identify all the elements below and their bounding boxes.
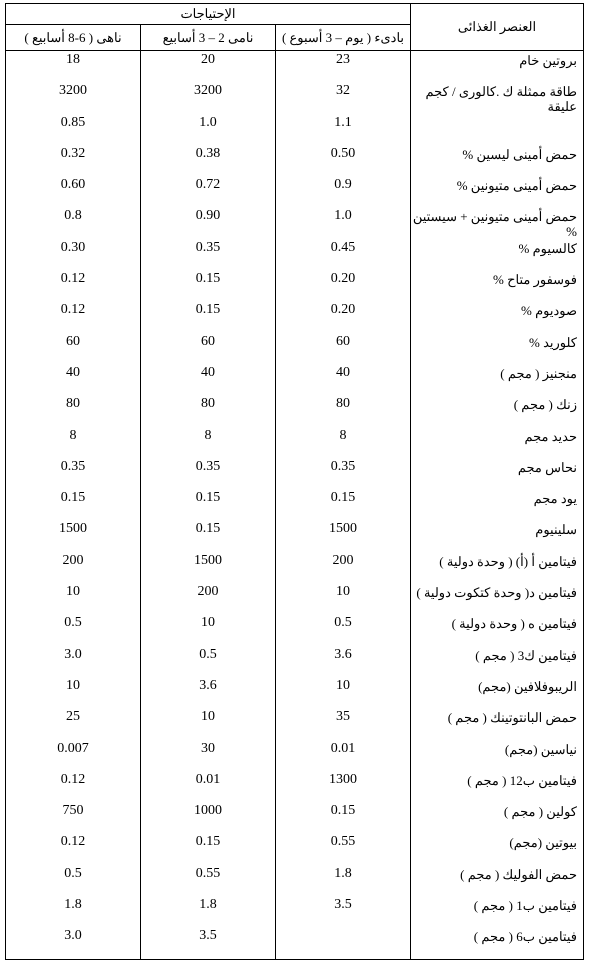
finisher-value: 0.007 [57,740,89,756]
finisher-value: 0.15 [60,490,86,506]
starter-value [276,927,410,958]
finisher-value: 25 [66,709,80,725]
nutrient-name: حديد مجم [524,428,577,444]
grower-value: 0.15 [195,490,221,506]
nutrient-name: فيتامين د( وحدة كتكوت دولية ) [416,585,577,601]
nutrient-name: فيتامين ه ( وحدة دولية ) [451,616,577,632]
nutrient-name: فيتامين ب1 ( مجم ) [473,898,577,914]
starter-value: 0.9 [334,177,352,193]
starter-value: 0.01 [330,740,356,756]
starter-column [276,51,411,960]
nutrient-name: فيتامين ك3 ( مجم ) [475,647,577,663]
grower-value: 1500 [194,552,222,568]
finisher-value: 0.30 [60,239,86,255]
grower-header: نامى 2 – 3 أسابيع [141,25,276,51]
finisher-value: 3.0 [64,928,82,944]
starter-value: 0.20 [330,302,356,318]
finisher-value: 40 [66,364,80,380]
nutrient-name: صوديوم % [520,303,577,319]
grower-value: 80 [201,396,215,412]
starter-value: 0.15 [330,490,356,506]
finisher-value: 3200 [59,83,87,99]
starter-value: 80 [336,396,350,412]
starter-value: 1.8 [334,865,352,881]
starter-header: بادىء ( يوم – 3 أسبوع ) [276,25,411,51]
nutrient-name: حمض البانتوتينك ( مجم ) [447,710,577,726]
starter-value: 0.50 [330,145,356,161]
nutrient-name: فيتامين أ (أ) ( وحدة دولية ) [439,553,577,569]
starter-value: 1500 [329,521,357,537]
starter-value: 200 [332,552,354,568]
grower-value: 0.72 [195,177,221,193]
nutrient-name: فيتامين ب12 ( مجم ) [467,772,577,788]
grower-value: 0.15 [195,521,221,537]
starter-value: 0.45 [330,239,356,255]
requirements-header: الإحتياجات [6,4,411,25]
grower-value: 0.15 [195,302,221,318]
finisher-value: 0.60 [60,177,86,193]
grower-value: 20 [201,52,215,67]
grower-value: 0.55 [195,865,221,881]
nutrient-name: حمض أمينى متيونين % [456,178,577,194]
finisher-value: 8 [69,427,77,443]
starter-value: 0.35 [330,458,356,474]
grower-value: 0.01 [195,771,221,787]
nutrient-name: يود مجم [533,491,577,507]
grower-value: 60 [201,333,215,349]
grower-value: 10 [201,615,215,631]
nutrient-name: زنك ( مجم ) [513,397,577,413]
starter-value: 0.55 [330,834,356,850]
finisher-value: 0.12 [60,771,86,787]
finisher-value: 80 [66,396,80,412]
finisher-value: 0.5 [64,615,82,631]
finisher-value: 0.85 [60,114,86,130]
grower-value: 40 [201,364,215,380]
requirements-table [5,3,584,960]
finisher-value: 1.8 [64,897,82,913]
nutrient-name: كولين ( مجم ) [503,804,577,820]
finisher-value: 750 [62,803,84,819]
starter-value: 60 [336,333,350,349]
finisher-value: 200 [62,552,84,568]
grower-value: 0.38 [195,145,221,161]
starter-value: 40 [336,364,350,380]
nutrient-name: الريبوفلافين (مجم) [478,678,577,694]
nutrient-name: منجنيز ( مجم ) [500,365,577,381]
grower-value: 1000 [194,803,222,819]
starter-value: 32 [336,83,350,99]
nutrient-header: العنصر الغذائى [411,4,584,51]
starter-value: 0.5 [334,615,352,631]
nutrient-name: نحاس مجم [517,459,577,475]
finisher-value: 60 [66,333,80,349]
grower-value: 8 [204,427,212,443]
grower-value: 0.35 [195,458,221,474]
starter-value: 23 [336,52,350,67]
nutrient-name [411,114,577,145]
finisher-value: 10 [66,677,80,693]
grower-value: 0.15 [195,271,221,287]
grower-value: 3.5 [199,928,217,944]
starter-value: 1300 [329,771,357,787]
grower-value: 0.15 [195,834,221,850]
grower-value: 0.90 [195,208,221,224]
nutrient-name: كلوريد % [528,334,577,350]
finisher-value: 0.12 [60,271,86,287]
starter-value: 35 [336,709,350,725]
starter-value: 10 [336,677,350,693]
starter-value: 8 [339,427,347,443]
nutrient-name: فوسفور متاح % [493,272,577,288]
finisher-value: 10 [66,584,80,600]
nutrient-name: سلينيوم [535,522,577,538]
grower-value: 30 [201,740,215,756]
nutrient-column [411,51,584,960]
grower-value: 3200 [194,83,222,99]
starter-value: 3.5 [334,897,352,913]
nutrient-name: حمض الفوليك ( مجم ) [460,866,577,882]
finisher-value: 3.0 [64,646,82,662]
finisher-value: 0.32 [60,145,86,161]
nutrient-name: نياسين (مجم) [504,741,577,757]
starter-value: 3.6 [334,646,352,662]
finisher-value: 1500 [59,521,87,537]
grower-value: 3.6 [199,677,217,693]
grower-value: 0.35 [195,239,221,255]
starter-value: 1.1 [334,114,352,130]
grower-value: 0.5 [199,646,217,662]
finisher-header: ناهى ( 6-8 أسابيع ) [6,25,141,51]
finisher-value: 0.12 [60,834,86,850]
grower-value: 200 [197,584,219,600]
nutrient-name: حمض أمينى ليسين % [462,146,577,162]
finisher-column [6,51,141,960]
grower-value: 1.0 [199,114,217,130]
finisher-value: 0.5 [64,865,82,881]
nutrient-name: حمض أمينى متيونين + سيستين % [412,209,577,239]
nutrient-name: بروتين خام [519,53,577,68]
finisher-value: 0.12 [60,302,86,318]
starter-value: 0.20 [330,271,356,287]
nutrient-name: بيوتين (مجم) [509,835,577,851]
grower-column [141,51,276,960]
starter-value: 1.0 [334,208,352,224]
grower-value: 10 [201,709,215,725]
nutrient-name: فيتامين ب6 ( مجم ) [473,929,577,945]
starter-value: 10 [336,584,350,600]
finisher-value: 0.8 [64,208,82,224]
nutrient-name: كالسيوم % [518,240,577,256]
grower-value: 1.8 [199,897,217,913]
nutrient-name: طاقة ممثلة ك .كالورى / كجم عليقة [425,84,577,114]
starter-value: 0.15 [330,803,356,819]
finisher-value: 0.35 [60,458,86,474]
finisher-value: 18 [66,52,80,67]
